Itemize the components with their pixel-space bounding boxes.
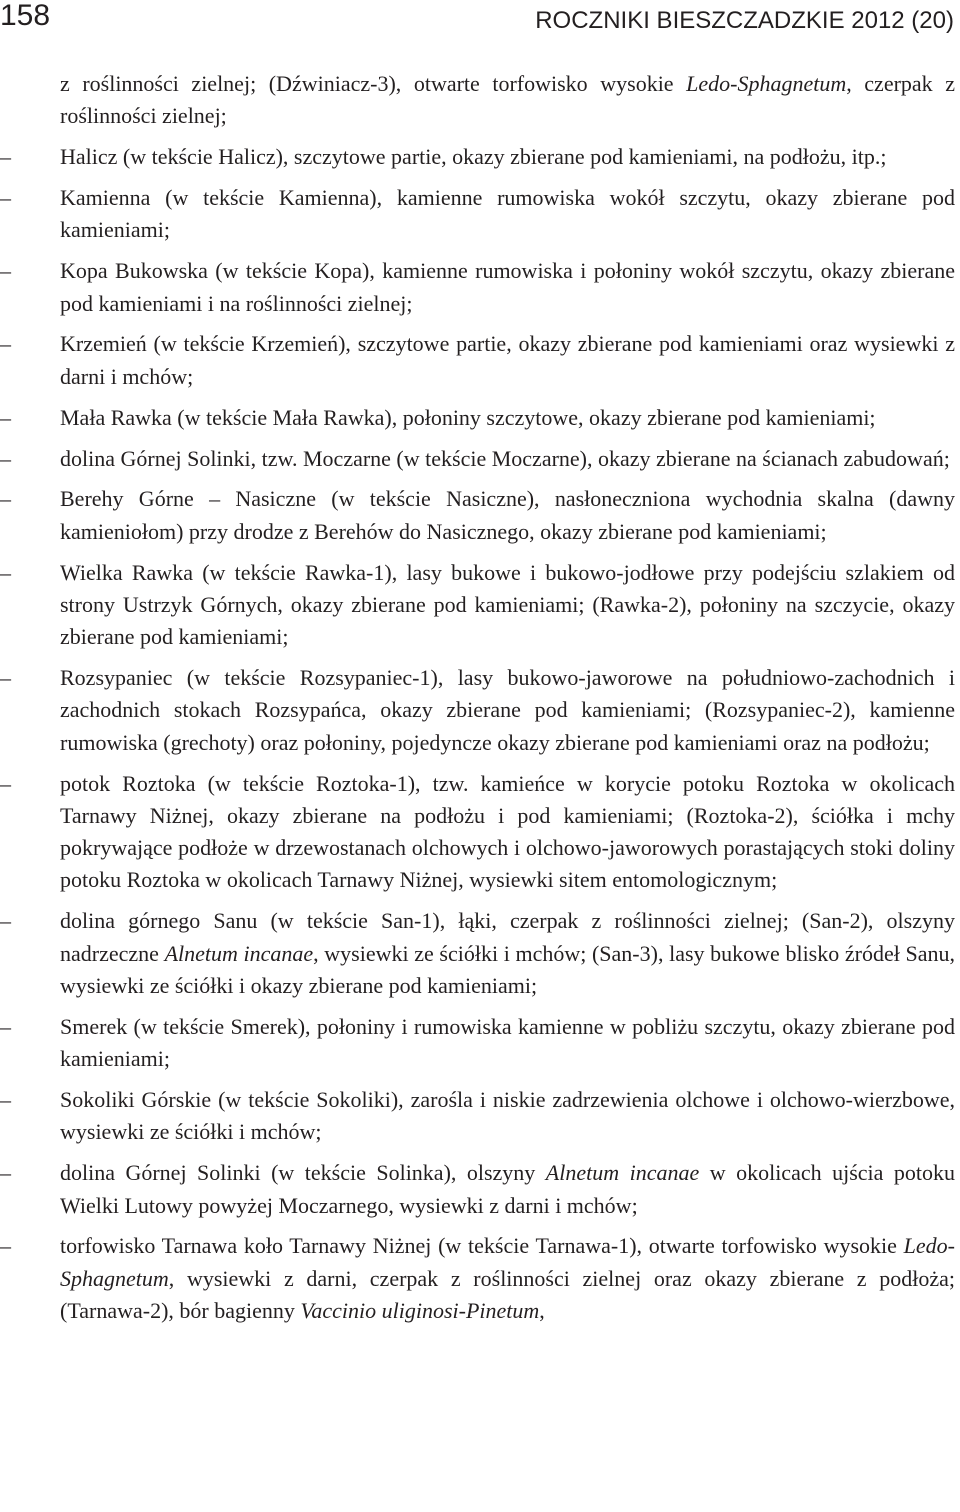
list-dash: – (0, 1160, 11, 1186)
list-dash: – (0, 559, 11, 585)
list-dash: – (0, 1087, 11, 1113)
list-item-text (60, 1014, 955, 1071)
list-dash: – (0, 144, 11, 170)
text-segment: , wysiewki z darni, czerpak z roślinności zielnej oraz okazy zbierane z podłoża; (Tarnawa-2), bór bagienny (60, 1265, 955, 1323)
text-segment: dolina Górnej Solinki, tzw. Moczarne (w tekście Moczarne), okazy zbierane na ścianach zabudowań; (60, 445, 950, 471)
list-dash: – (0, 1013, 11, 1039)
list-item (0, 483, 955, 548)
text-segment: Kamienna (w tekście Kamienna), kamienne rumowiska wokół szczytu, okazy zbierane pod kamieniami; (60, 185, 955, 243)
text-segment: potok Roztoka (w tekście Roztoka-1), tzw. kamieńce w korycie potoku Roztoka w okolicach Tarnawy Niżnej, okazy zbierane na podłożu i pod kamieniami; (Roztoka-2), ściółka i mchy pokrywające podłoże w drzewostanach olchowych i olchowo-jaworowych porastających stoki doliny potoku Roztoka w okolicach Tarnawy Niżnej, wysiewki sitem entomologicznym; (60, 770, 955, 893)
list-item (0, 1157, 955, 1222)
document-body (0, 68, 955, 1336)
text-segment: z roślinności zielnej; (Dźwiniacz-3), otwarte torfowisko wysokie (60, 71, 687, 96)
list-dash: – (0, 486, 11, 512)
text-segment: , wysiewki ze ściółki i mchów; (San-3), lasy bukowe blisko źródeł Sanu, wysiewki ze ściółki i okazy zbierane pod kamieniami; (60, 940, 955, 998)
latin-name: Alnetum incanae (545, 1160, 700, 1186)
list-item-text (60, 1160, 955, 1217)
list-item (0, 557, 955, 654)
list-item-text (60, 144, 887, 169)
list-item (0, 255, 955, 320)
text-segment: dolina górnego Sanu (w tekście San-1), łąki, czerpak z roślinności zielnej; (San-2), olszyny nadrzeczne (60, 908, 955, 966)
list-item-text (60, 771, 955, 893)
list-item-text (60, 405, 876, 430)
list-dash: – (0, 258, 11, 284)
list-dash: – (0, 185, 11, 211)
list-item (0, 1084, 955, 1149)
list-item-continuation (0, 68, 955, 133)
text-segment: w okolicach ujścia potoku Wielki Lutowy powyżej Moczarnego, wysiewki z darni i mchów; (60, 1160, 955, 1218)
list-item-text (60, 1087, 955, 1144)
text-segment: Kopa Bukowska (w tekście Kopa), kamienne rumowiska i połoniny wokół szczytu, okazy zbierane pod kamieniami i na roślinności zielnej; (60, 258, 955, 316)
list-item (0, 182, 955, 247)
list-item (0, 328, 955, 393)
list-item-text (60, 665, 955, 755)
list-item (0, 1230, 955, 1327)
text-segment: Wielka Rawka (w tekście Rawka-1), lasy bukowe i bukowo-jodłowe przy podejściu szlakiem od strony Ustrzyk Górnych, okazy zbierane pod kamieniami; (Rawka-2), połoniny na szczycie, okazy zbierane pod kamieniami; (60, 559, 955, 650)
text-segment: Smerek (w tekście Smerek), połoniny i rumowiska kamienne w pobliżu szczytu, okazy zbierane pod kamieniami; (60, 1013, 955, 1072)
page-number: 158 (0, 0, 51, 32)
text-segment: torfowisko Tarnawa koło Tarnawy Niżnej (w tekście Tarnawa-1), otwarte torfowisko wysokie (60, 1233, 904, 1259)
latin-name: Ledo-Sphagnetum (60, 1233, 955, 1291)
latin-name: Ledo-Sphagnetum (686, 71, 847, 96)
list-dash: – (0, 1233, 11, 1259)
list-item-text (60, 71, 955, 128)
list-item-text (60, 331, 955, 388)
list-item-text (60, 446, 950, 471)
page-header (0, 0, 960, 60)
list-dash: – (0, 445, 11, 471)
list-item-text (60, 486, 955, 543)
list-dash: – (0, 908, 11, 934)
list-item (0, 402, 955, 434)
text-segment: , (539, 1298, 545, 1323)
text-segment: Mała Rawka (w tekście Mała Rawka), połoniny szczytowe, okazy zbierane pod kamieniami; (60, 404, 876, 430)
text-segment: Halicz (w tekście Halicz), szczytowe partie, okazy zbierane pod kamieniami, na podłożu, itp.; (60, 144, 887, 170)
list-dash: – (0, 665, 11, 691)
list-item-text (60, 185, 955, 242)
list-dash: – (0, 404, 11, 430)
list-item-text (60, 1233, 955, 1323)
running-title: ROCZNIKI BIESZCZADZKIE 2012 (20) (535, 7, 954, 34)
text-segment: dolina Górnej Solinki (w tekście Solinka), olszyny (60, 1160, 546, 1186)
list-item (0, 662, 955, 759)
text-segment: Sokoliki Górskie (w tekście Sokoliki), zarośla i niskie zadrzewienia olchowe i olchowo-wierzbowe, wysiewki ze ściółki i mchów; (60, 1087, 955, 1145)
list-dash: – (0, 331, 11, 357)
list-item (0, 905, 955, 1002)
text-segment: Krzemień (w tekście Krzemień), szczytowe partie, okazy zbierane pod kamieniami oraz wysiewki z darni i mchów; (60, 331, 955, 389)
list-item-text (60, 258, 955, 315)
text-segment: Rozsypaniec (w tekście Rozsypaniec-1), lasy bukowo-jaworowe na południowo-zachodnich i zachodnich stokach Rozsypańca, okazy zbierane pod kamieniami; (Rozsypaniec-2), kamienne rumowiska (grechoty) oraz połoniny, pojedyncze okazy zbierane pod kamieniami oraz na podłożu; (60, 665, 955, 755)
text-segment: , czerpak z roślinności zielnej; (60, 71, 956, 129)
list-item-text (60, 560, 955, 650)
list-dash: – (0, 770, 11, 796)
latin-name: Alnetum incanae (164, 940, 314, 966)
list-item (0, 1011, 955, 1076)
list-item (0, 443, 955, 475)
text-segment: Berehy Górne – Nasiczne (w tekście Nasiczne), nasłoneczniona wychodnia skalna (dawny kamieniołom) przy drodze z Berehów do Nasicznego, okazy zbierane pod kamieniami; (60, 486, 955, 544)
list-item-text (60, 908, 955, 998)
list-item (0, 141, 955, 173)
list-item (0, 768, 955, 897)
latin-name: Vaccinio uliginosi-Pinetum (300, 1298, 540, 1323)
